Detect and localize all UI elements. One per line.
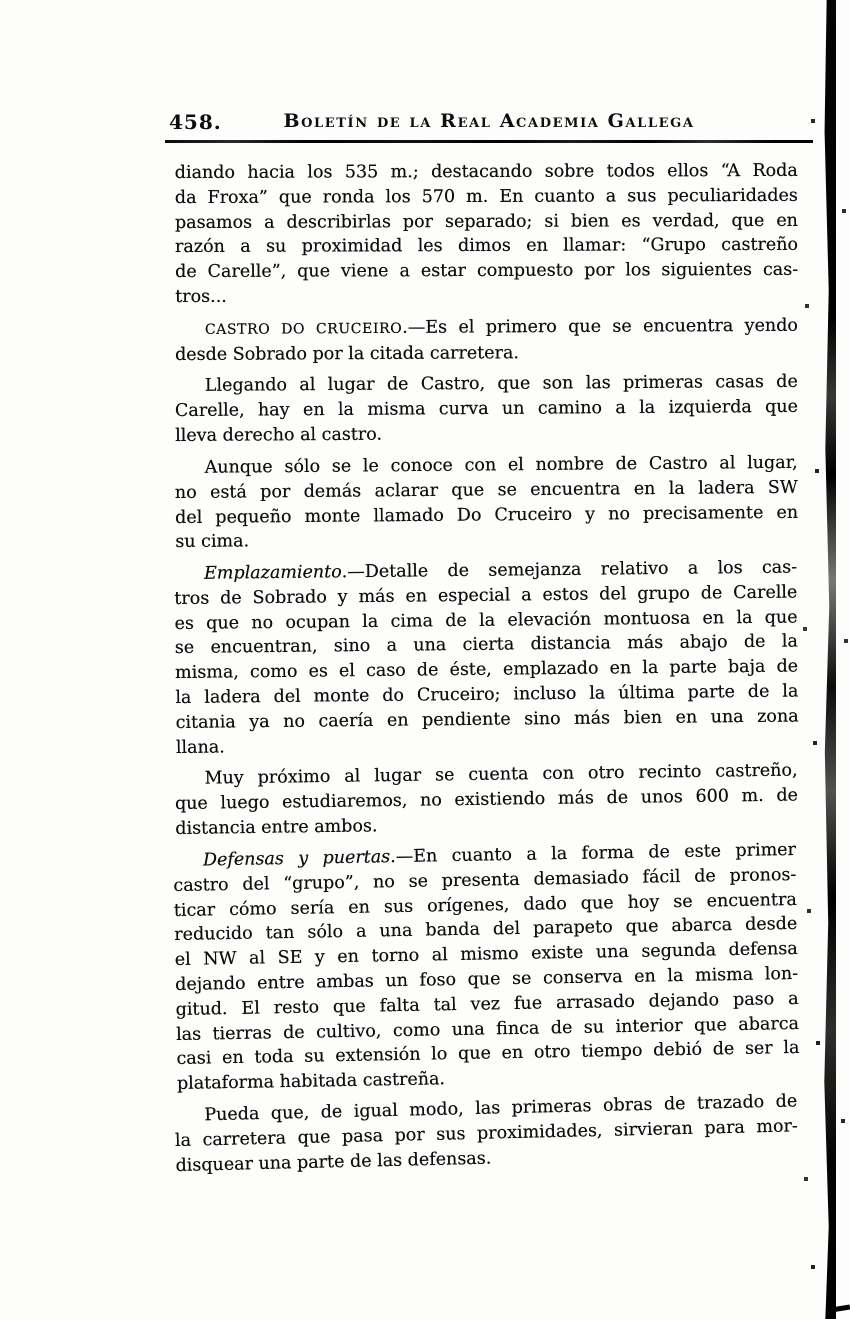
paragraph	[174, 555, 799, 760]
text-line: castro del “grupo”, no se presenta demasiado fácil de pronos-	[173, 864, 797, 896]
text-line: plataforma habitada castreña.	[176, 1069, 446, 1094]
scan-noise-speckles	[0, 0, 2, 2]
text-line: tros...	[175, 286, 227, 307]
page-number: 458.	[169, 110, 222, 134]
text-line: Muy próximo al lugar se cuenta con otro recinto castreño,	[204, 760, 798, 789]
text-line: lleva derecho al castro.	[175, 424, 383, 446]
text-line: razón a su proximidad les dimos en llamar: “Grupo castreño	[175, 235, 799, 258]
paragraph	[173, 838, 800, 1097]
text-line: desde Sobrado por la citada carretera.	[175, 342, 520, 365]
text-line: distancia entre ambos.	[175, 816, 378, 839]
text-line: Llegando al lugar de Castro, que son las primeras casas de	[204, 372, 798, 397]
text-line: gitud. El resto que falta tal vez fue arrasado dejando paso a	[175, 988, 799, 1020]
paragraph	[175, 370, 798, 449]
text-line-rest: .—En cuanto a la forma de este primer	[389, 839, 797, 867]
text-block	[175, 161, 798, 1185]
text-line	[175, 314, 798, 343]
paragraph-lead-italic: Emplazamiento	[203, 562, 342, 584]
text-line: la carretera que pasa por sus proximidades, sirvieran para mor-	[174, 1115, 799, 1151]
text-line: tros de Sobrado y más en especial a estos del grupo de Carelle	[174, 582, 798, 609]
text-line: disquear una parte de las defensas.	[175, 1147, 492, 1176]
text-line: de Carelle”, que viene a estar compuesto por los siguientes cas-	[175, 260, 799, 283]
text-line: misma, como es el caso de éste, emplazado en la parte baja de	[175, 656, 799, 684]
text-line: se encuentran, sino a una cierta distancia más abajo de la	[174, 631, 798, 659]
header-rule	[165, 140, 813, 143]
paragraph	[174, 1089, 799, 1178]
scan-gutter-shadow	[823, 0, 836, 1319]
paragraph	[174, 759, 798, 842]
text-line: dejando entre ambas un foso que se conserva en la misma lon-	[175, 963, 799, 995]
text-line: el NW al SE y en torno al mismo existe una segunda defensa	[174, 938, 798, 970]
text-line: la ladera del monte do Cruceiro; incluso la última parte de la	[175, 681, 799, 708]
text-line: pasamos a describirlas por separado; si bien es verdad, que en	[174, 210, 798, 233]
text-line-rest: .—Es el primero que se encuentra yendo	[402, 315, 798, 338]
text-line: casi en toda su extensión lo que en otro tiempo debió de ser la	[176, 1037, 800, 1070]
text-line: reducido tan sólo a una banda del parapeto que abarca desde	[174, 914, 798, 946]
text-line: ticar cómo sería en sus orígenes, dado que hoy se encuentra	[173, 889, 797, 921]
text-line: las tierras de cultivo, como una finca de su interior que abarca	[175, 1013, 800, 1045]
text-line: su cima.	[175, 531, 250, 553]
text-line: Pueda que, de igual modo, las primeras obras de trazado de	[204, 1091, 798, 1125]
text-line: Aunque sólo se le conoce con el nombre de Castro al lugar,	[204, 452, 798, 478]
paragraph	[175, 159, 799, 310]
journal-title: Boletín de la Real Academia Gallega	[283, 110, 695, 132]
text-line: Carelle, hay en la misma curva un camino a la izquierda que	[174, 397, 799, 422]
text-line: da Froxa” que ronda los 570 m. En cuanto a sus peculiaridades	[174, 185, 798, 208]
text-line-rest: .—Detalle de semejanza relativo a los cas-	[341, 557, 798, 583]
text-line: es que no ocupan la cima de la elevación montuosa en la que	[174, 607, 798, 634]
paragraph-lead-italic: Defensas y puertas	[202, 846, 391, 871]
text-line: no está por demás aclarar que se encuentra en la ladera SW	[174, 477, 798, 503]
paragraph-lead-smallcaps: CASTRO DO CRUCEIRO	[204, 320, 403, 338]
text-line: del pequeño monte llamado Do Cruceiro y no precisamente en	[175, 502, 799, 528]
text-line: llana.	[175, 737, 225, 758]
paragraph	[175, 451, 799, 555]
paragraph	[175, 314, 798, 368]
text-line: que luego estudiaremos, no existiendo más de unos 600 m. de	[174, 785, 799, 815]
text-line: citania ya no caería en pendiente sino más bien en una zona	[175, 706, 799, 733]
text-line: diando hacia los 535 m.; destacando sobre todos ellos “A Roda	[174, 160, 798, 184]
running-header	[165, 110, 813, 136]
